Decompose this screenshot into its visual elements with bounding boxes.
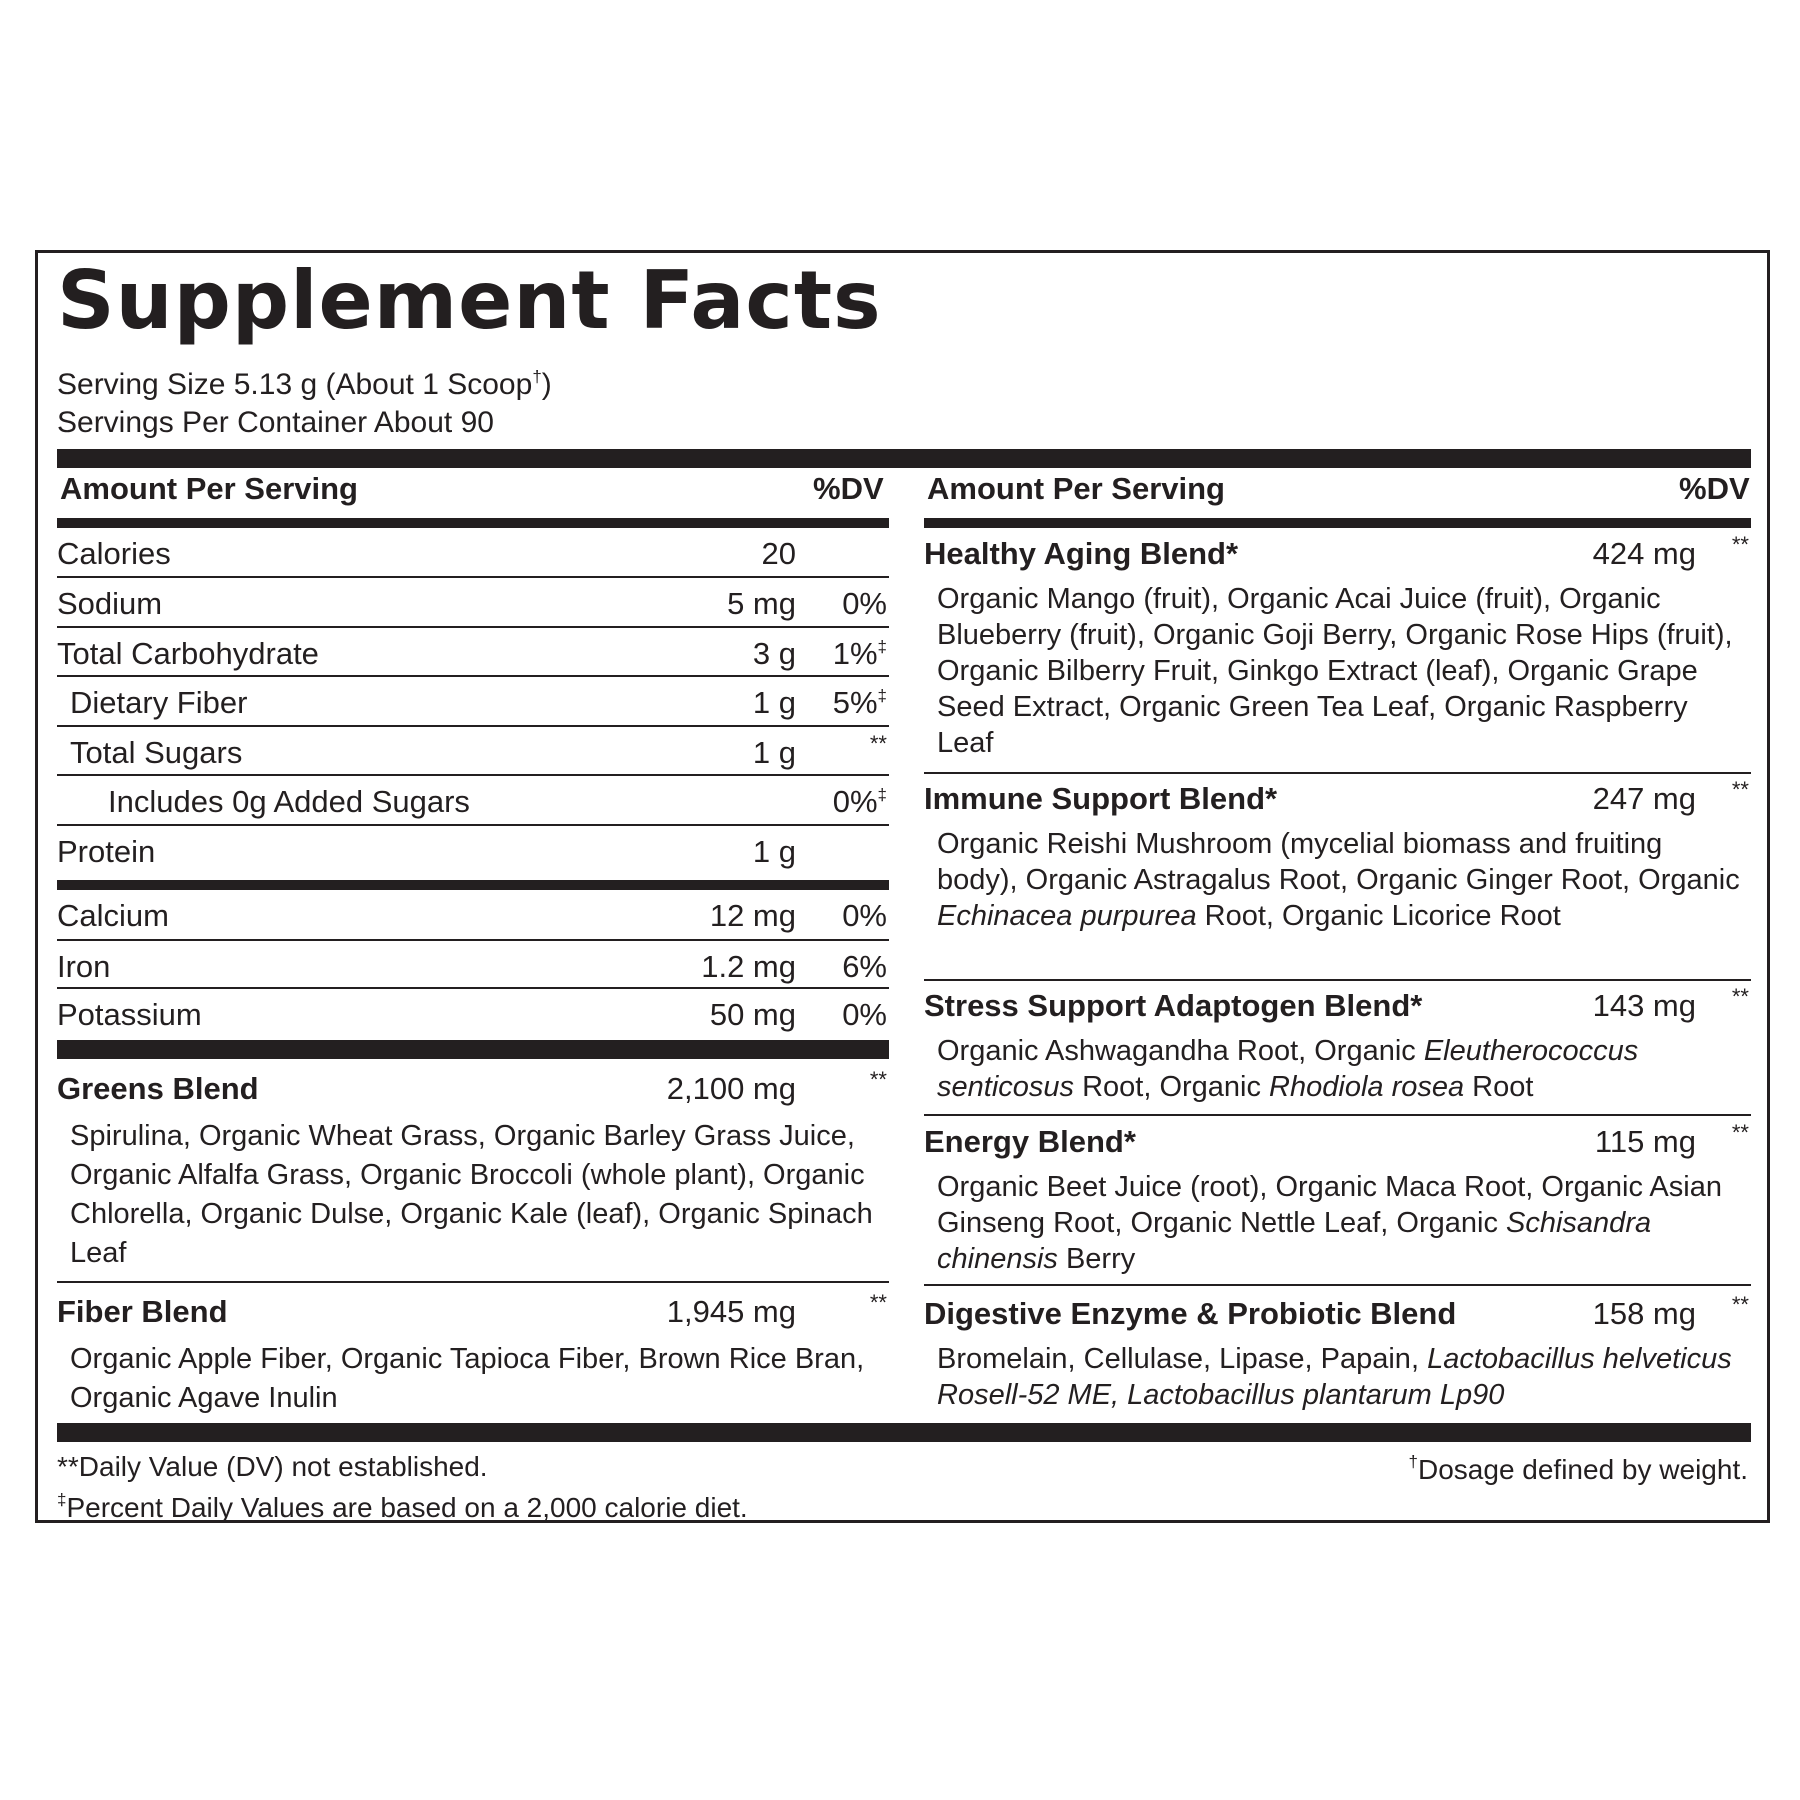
nutrient-row-protein: Protein 1 g xyxy=(57,834,796,869)
blend-divider xyxy=(924,1284,1751,1286)
nutrient-row-calories: Calories 20 xyxy=(57,536,796,571)
supplement-facts-panel xyxy=(35,250,1770,1523)
right-header-divider xyxy=(924,518,1751,528)
blend-divider xyxy=(924,979,1751,981)
blend-fiber: Fiber Blend 1,945 mg ** Organic Apple Fiber, Organic Tapioca Fiber, Brown Rice Bran, Organic Agave Inulin xyxy=(57,1296,889,1416)
footnote-dosage: †Dosage defined by weight. xyxy=(1408,1452,1748,1485)
serving-size: Serving Size 5.13 g (About 1 Scoop†) xyxy=(57,367,552,401)
nutrient-row-added-sugars: Includes 0g Added Sugars 0%‡ xyxy=(108,784,887,819)
blend-healthy-aging: Healthy Aging Blend* 424 mg ** Organic Mango (fruit), Organic Acai Juice (fruit), Organic Blueberry (fruit), Organic Goji Berry, Organic Rose Hips (fruit), Organic Bilberry Fruit, Ginkgo Extract (leaf), Organic Grape Seed Extract, Organic Green Tea Leaf, Organic Raspberry Leaf xyxy=(924,532,1749,759)
ingredient-text: Organic Apple Fiber, Organic Tapioca Fiber, Brown Rice Bran, Organic Agave Inulin xyxy=(70,1343,865,1414)
blend-stress-support: Stress Support Adaptogen Blend* 143 mg ** Organic Ashwagandha Root, Organic Eleutherococcus senticosus Root, Organic Rhodiola rosea Root xyxy=(924,984,1749,1103)
blend-greens: Greens Blend 2,100 mg ** Spirulina, Organic Wheat Grass, Organic Barley Grass Juice, Organic Alfalfa Grass, Organic Broccoli (whole plant), Organic Chlorella, Organic Dulse, Organic Kale (leaf), Organic Spinach Leaf xyxy=(57,1073,889,1253)
blend-immune-support: Immune Support Blend* 247 mg ** Organic Reishi Mushroom (mycelial biomass and fruiting body), Organic Astragalus Root, Organic Ginger Root, Organic Echinacea purpurea Root, Organic Licorice Root xyxy=(924,777,1749,932)
footnote-percent-dv: ‡Percent Daily Values are based on a 2,000 calorie diet. xyxy=(57,1490,748,1523)
nutrient-row-dietary-fiber: Dietary Fiber 1 g 5%‡ xyxy=(70,685,887,720)
ingredient-text: Root, Organic Licorice Root xyxy=(1196,900,1561,932)
blend-ingredients xyxy=(70,1117,885,1273)
ingredient-text: Schisandra chinensis xyxy=(937,1207,1652,1275)
right-amount-header: Amount Per Serving xyxy=(927,471,1225,506)
bottom-divider xyxy=(57,1423,1751,1442)
nutrient-row-sodium: Sodium 5 mg 0% xyxy=(57,586,887,621)
blend-divider xyxy=(924,772,1751,774)
nutrient-row-total-carbohydrate: Total Carbohydrate 3 g 1%‡ xyxy=(57,636,887,671)
ingredient-text: Root, Organic xyxy=(1074,1071,1270,1103)
ingredient-text: Lactobacillus helveticus Rosell-52 ME, Lactobacillus plantarum Lp90 xyxy=(937,1343,1732,1411)
minerals-divider xyxy=(57,1040,889,1059)
nutrient-row-total-sugars: Total Sugars 1 g ** xyxy=(70,731,887,770)
left-dv-header: %DV xyxy=(813,471,884,506)
nutrient-divider xyxy=(57,880,889,890)
ingredient-text: Organic Ashwagandha Root, Organic xyxy=(937,1035,1424,1067)
ingredient-text: Eleutherococcus senticosus xyxy=(937,1035,1639,1103)
ingredient-text: Organic Reishi Mushroom (mycelial biomass and fruiting body), Organic Astragalus Root, Organic Ginger Root, Organic xyxy=(937,828,1740,896)
blend-ingredients xyxy=(937,1169,1747,1277)
blend-ingredients xyxy=(937,1341,1747,1413)
mineral-row-calcium: Calcium 12 mg 0% xyxy=(57,898,887,933)
ingredient-text: Organic Beet Juice (root), Organic Maca Root, Organic Asian Ginseng Root, Organic Nettle Leaf, Organic xyxy=(937,1171,1722,1239)
ingredient-text: Berry xyxy=(1057,1243,1136,1275)
blend-digestive-enzyme: Digestive Enzyme & Probiotic Blend 158 mg ** Bromelain, Cellulase, Lipase, Papain, Lactobacillus helveticus Rosell-52 ME, Lactobacillus plantarum Lp90 xyxy=(924,1292,1749,1411)
blend-ingredients xyxy=(937,826,1747,934)
panel-title: Supplement Facts xyxy=(57,254,882,347)
blend-ingredients xyxy=(937,581,1747,761)
ingredient-text: Bromelain, Cellulase, Lipase, Papain, xyxy=(937,1343,1428,1375)
footnote-dv-not-established: **Daily Value (DV) not established. xyxy=(57,1451,488,1482)
ingredient-text: Root xyxy=(1464,1071,1534,1103)
ingredient-text: Spirulina, Organic Wheat Grass, Organic Barley Grass Juice, Organic Alfalfa Grass, Organic Broccoli (whole plant), Organic Chlorella, Organic Dulse, Organic Kale (leaf), Organic Spinach Leaf xyxy=(70,1120,873,1269)
mineral-row-potassium: Potassium 50 mg 0% xyxy=(57,997,887,1032)
left-amount-header: Amount Per Serving xyxy=(60,471,358,506)
mineral-row-iron: Iron 1.2 mg 6% xyxy=(57,949,887,984)
blend-divider xyxy=(924,1114,1751,1116)
top-divider xyxy=(57,449,1751,468)
servings-per-container: Servings Per Container About 90 xyxy=(57,406,494,439)
ingredient-text: Organic Mango (fruit), Organic Acai Juice (fruit), Organic Blueberry (fruit), Organic Goji Berry, Organic Rose Hips (fruit), Organic Bilberry Fruit, Ginkgo Extract (leaf), Organic Grape Seed Extract, Organic Green Tea Leaf, Organic Raspberry Leaf xyxy=(937,583,1733,759)
left-header-divider xyxy=(57,518,889,528)
blend-divider xyxy=(57,1281,889,1283)
blend-energy: Energy Blend* 115 mg ** Organic Beet Juice (root), Organic Maca Root, Organic Asian Ginseng Root, Organic Nettle Leaf, Organic Schisandra chinensis Berry xyxy=(924,1120,1749,1275)
ingredient-text: Echinacea purpurea xyxy=(937,900,1197,932)
blend-ingredients xyxy=(937,1033,1747,1105)
dagger-mark: † xyxy=(532,367,542,386)
ingredient-text: Rhodiola rosea xyxy=(1269,1071,1465,1103)
right-dv-header: %DV xyxy=(1679,471,1750,506)
blend-ingredients xyxy=(70,1340,885,1418)
